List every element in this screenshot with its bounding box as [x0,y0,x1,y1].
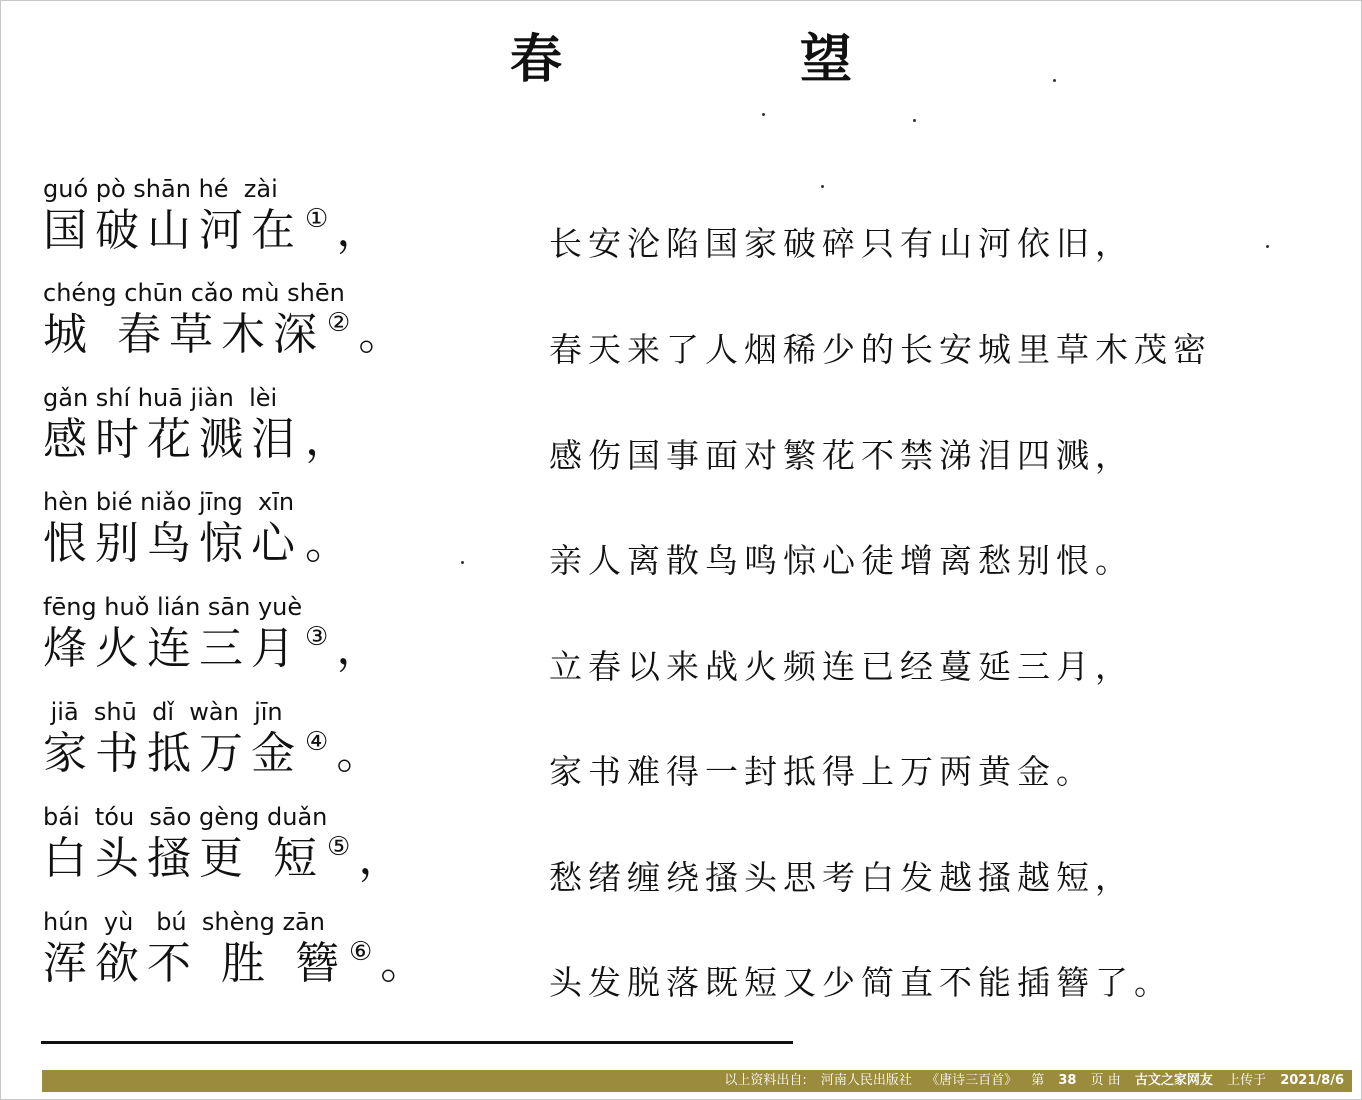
verse-punctuation: 。 [380,938,433,989]
verse-punctuation: 。 [358,309,411,360]
verse-punctuation: ， [336,205,389,256]
verse-text: 白头搔更 短 [43,833,325,884]
verse-line [43,414,357,466]
scan-speck [913,119,916,122]
verse-line [43,728,388,780]
verse-line [43,518,357,570]
footer-upload-date: 2021/8/6 [1280,1073,1344,1088]
scan-speck [762,113,765,116]
verse-text: 家书抵万金 [43,728,303,779]
footer-upload-label: 上传于 [1227,1073,1267,1088]
note-mark: ① [305,204,337,234]
verse-group [43,698,388,780]
footer-page-prefix: 第 [1031,1073,1045,1088]
verse-pinyin: hèn bié niǎo jīng xīn [43,488,295,516]
scan-speck [461,561,464,564]
verse-pinyin: fēng huǒ lián sān yuè [43,593,303,621]
verse-group [43,175,388,257]
footer-publisher: 河南人民出版社 [820,1073,912,1088]
verse-line [43,623,388,675]
footer-page-suffix: 页 由 [1090,1073,1121,1088]
poem-title: 春 望 [509,29,963,90]
note-mark: ⑤ [327,832,359,862]
verse-group [43,279,410,361]
verse-line [43,309,410,361]
translation-line: 愁绪缠绕搔头思考白发越搔越短， [549,858,1134,897]
translation-line: 立春以来战火频连已经蔓延三月， [549,647,1134,686]
translation-line: 头发脱落既短又少简直不能插簪了。 [549,963,1173,1002]
verse-text: 烽火连三月 [43,623,303,674]
footer-page-number: 38 [1058,1073,1077,1088]
verse-line [43,205,388,257]
verse-group [43,593,388,675]
verse-group [43,488,357,570]
translation-line: 感伤国事面对繁花不禁涕泪四溅， [549,436,1134,475]
translation-line: 春天来了人烟稀少的长安城里草木茂密 [549,330,1212,369]
verse-text: 感时花溅泪 [43,414,303,465]
verse-punctuation: ， [358,833,411,884]
verse-line [43,833,410,885]
note-mark: ③ [305,622,337,652]
verse-pinyin: jiā shū dǐ wàn jīn [43,698,283,726]
bottom-rule [41,1041,793,1044]
verse-pinyin: bái tóu sāo gèng duǎn [43,803,328,831]
note-mark: ⑥ [348,937,381,967]
verse-pinyin: chéng chūn cǎo mù shēn [43,279,345,307]
note-mark: ④ [305,727,337,757]
verse-punctuation: ， [336,623,389,674]
verse-text: 城 春草木深 [43,309,325,360]
verse-punctuation: 。 [305,518,357,569]
source-footer [42,1070,1352,1092]
scan-speck [1053,79,1056,82]
translation-line: 亲人离散鸟鸣惊心徒增离愁别恨。 [549,541,1134,580]
verse-group [43,908,432,990]
verse-punctuation: ， [305,414,357,465]
verse-text: 国破山河在 [43,205,303,256]
verse-text: 浑欲不 胜 簪 [43,938,347,989]
verse-pinyin: gǎn shí huā jiàn lèi [43,384,278,412]
verse-pinyin: hún yù bú shèng zān [43,908,325,936]
translation-line: 家书难得一封抵得上万两黄金。 [549,752,1095,791]
footer-site-name: 古文之家网友 [1134,1073,1213,1088]
verse-group [43,384,357,466]
translation-line: 长安沦陷国家破碎只有山河依旧， [549,224,1134,263]
scan-speck [821,185,824,188]
verse-pinyin: guó pò shān hé zài [43,175,278,203]
footer-book-title: 《唐诗三百首》 [926,1073,1018,1088]
verse-text: 恨别鸟惊心 [43,518,303,569]
scan-speck [1266,245,1269,248]
footer-source-label: 以上资料出自: [724,1073,807,1088]
note-mark: ② [327,308,359,338]
verse-punctuation: 。 [336,728,389,779]
verse-line [43,938,432,990]
verse-group [43,803,410,885]
